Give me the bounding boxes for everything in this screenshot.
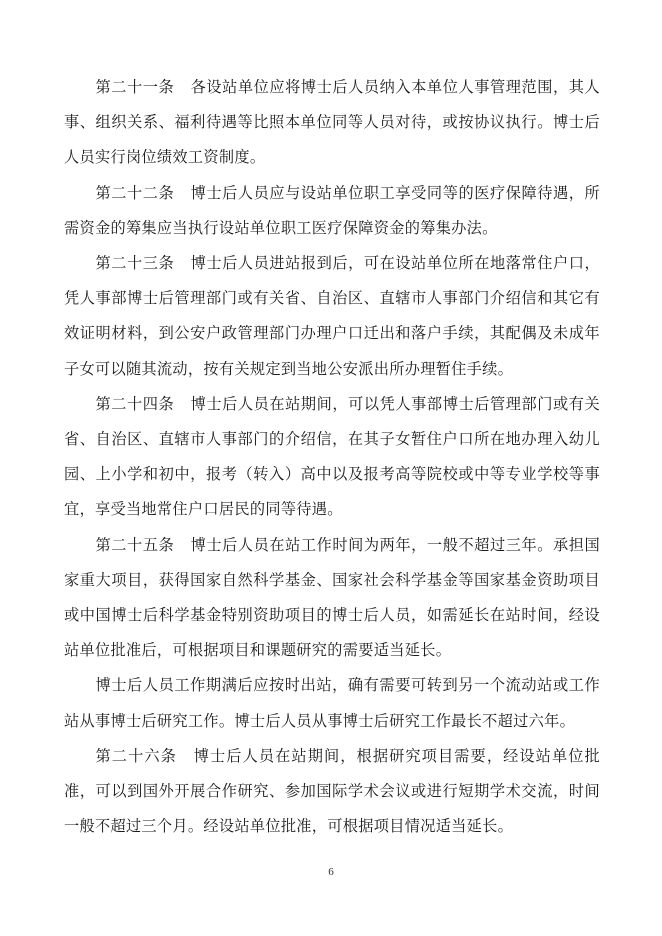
article-number: 第二十六条 [95,746,177,765]
article-25-continuation-paragraph [64,668,600,738]
article-23-paragraph [64,246,600,387]
article-number: 第二十一条 [95,78,175,96]
article-text: 博士后人员进站报到后，可在设站单位所在地落常住户口，凭人事部博士后管理部门或有关省、自治区、直辖市人事部门介绍信和其它有效证明材料，到公安户政管理部门办理户口迁出和落户手续，其配偶及未成年子女可以随其流动，按有关规定到当地公安派出所办理暂住手续。 [64,254,600,378]
article-text: 各设站单位应将博士后人员纳入本单位人事管理范围，其人事、组织关系、福利待遇等比照本单位同等人员对待，或按协议执行。博士后人员实行岗位绩效工资制度。 [64,78,600,167]
article-text: 博士后人员在站期间，可以凭人事部博士后管理部门或有关省、自治区、直辖市人事部门的介绍信，在其子女暂住户口所在地办理入幼儿园、上小学和初中，报考（转入）高中以及报考高等院校或中等专业学校等事宜，享受当地常住户口居民的同等待遇。 [64,394,600,519]
article-25-paragraph [64,528,600,669]
article-text: 博士后人员工作期满后应按时出站，确有需要可转到另一个流动站或工作站从事博士后研究工作。博士后人员从事博士后研究工作最长不超过六年。 [64,676,600,730]
article-text: 博士后人员在站期间，根据研究项目需要，经设站单位批准，可以到国外开展合作研究、参加国际学术会议或进行短期学术交流，时间一般不超过三个月。经设站单位批准，可根据项目情况适当延长。 [64,746,601,836]
page-number: 6 [328,866,334,878]
article-22-paragraph [64,176,600,246]
article-21-paragraph [64,70,600,176]
article-number: 第二十二条 [95,183,175,202]
article-number: 第二十三条 [95,254,175,273]
document-page [64,70,600,844]
article-number: 第二十五条 [95,535,175,554]
article-text: 博士后人员应与设站单位职工享受同等的医疗保障待遇，所需资金的筹集应当执行设站单位职工医疗保障资金的筹集办法。 [64,183,600,237]
article-26-paragraph [64,739,600,845]
article-number: 第二十四条 [95,394,175,413]
article-text: 博士后人员在站工作时间为两年，一般不超过三年。承担国家重大项目，获得国家自然科学基金、国家社会科学基金等国家基金资助项目或中国博士后科学基金特别资助项目的博士后人员，如需延长在站时间，经设站单位批准后，可根据项目和课题研究的需要适当延长。 [64,535,600,660]
article-24-paragraph [64,387,600,528]
